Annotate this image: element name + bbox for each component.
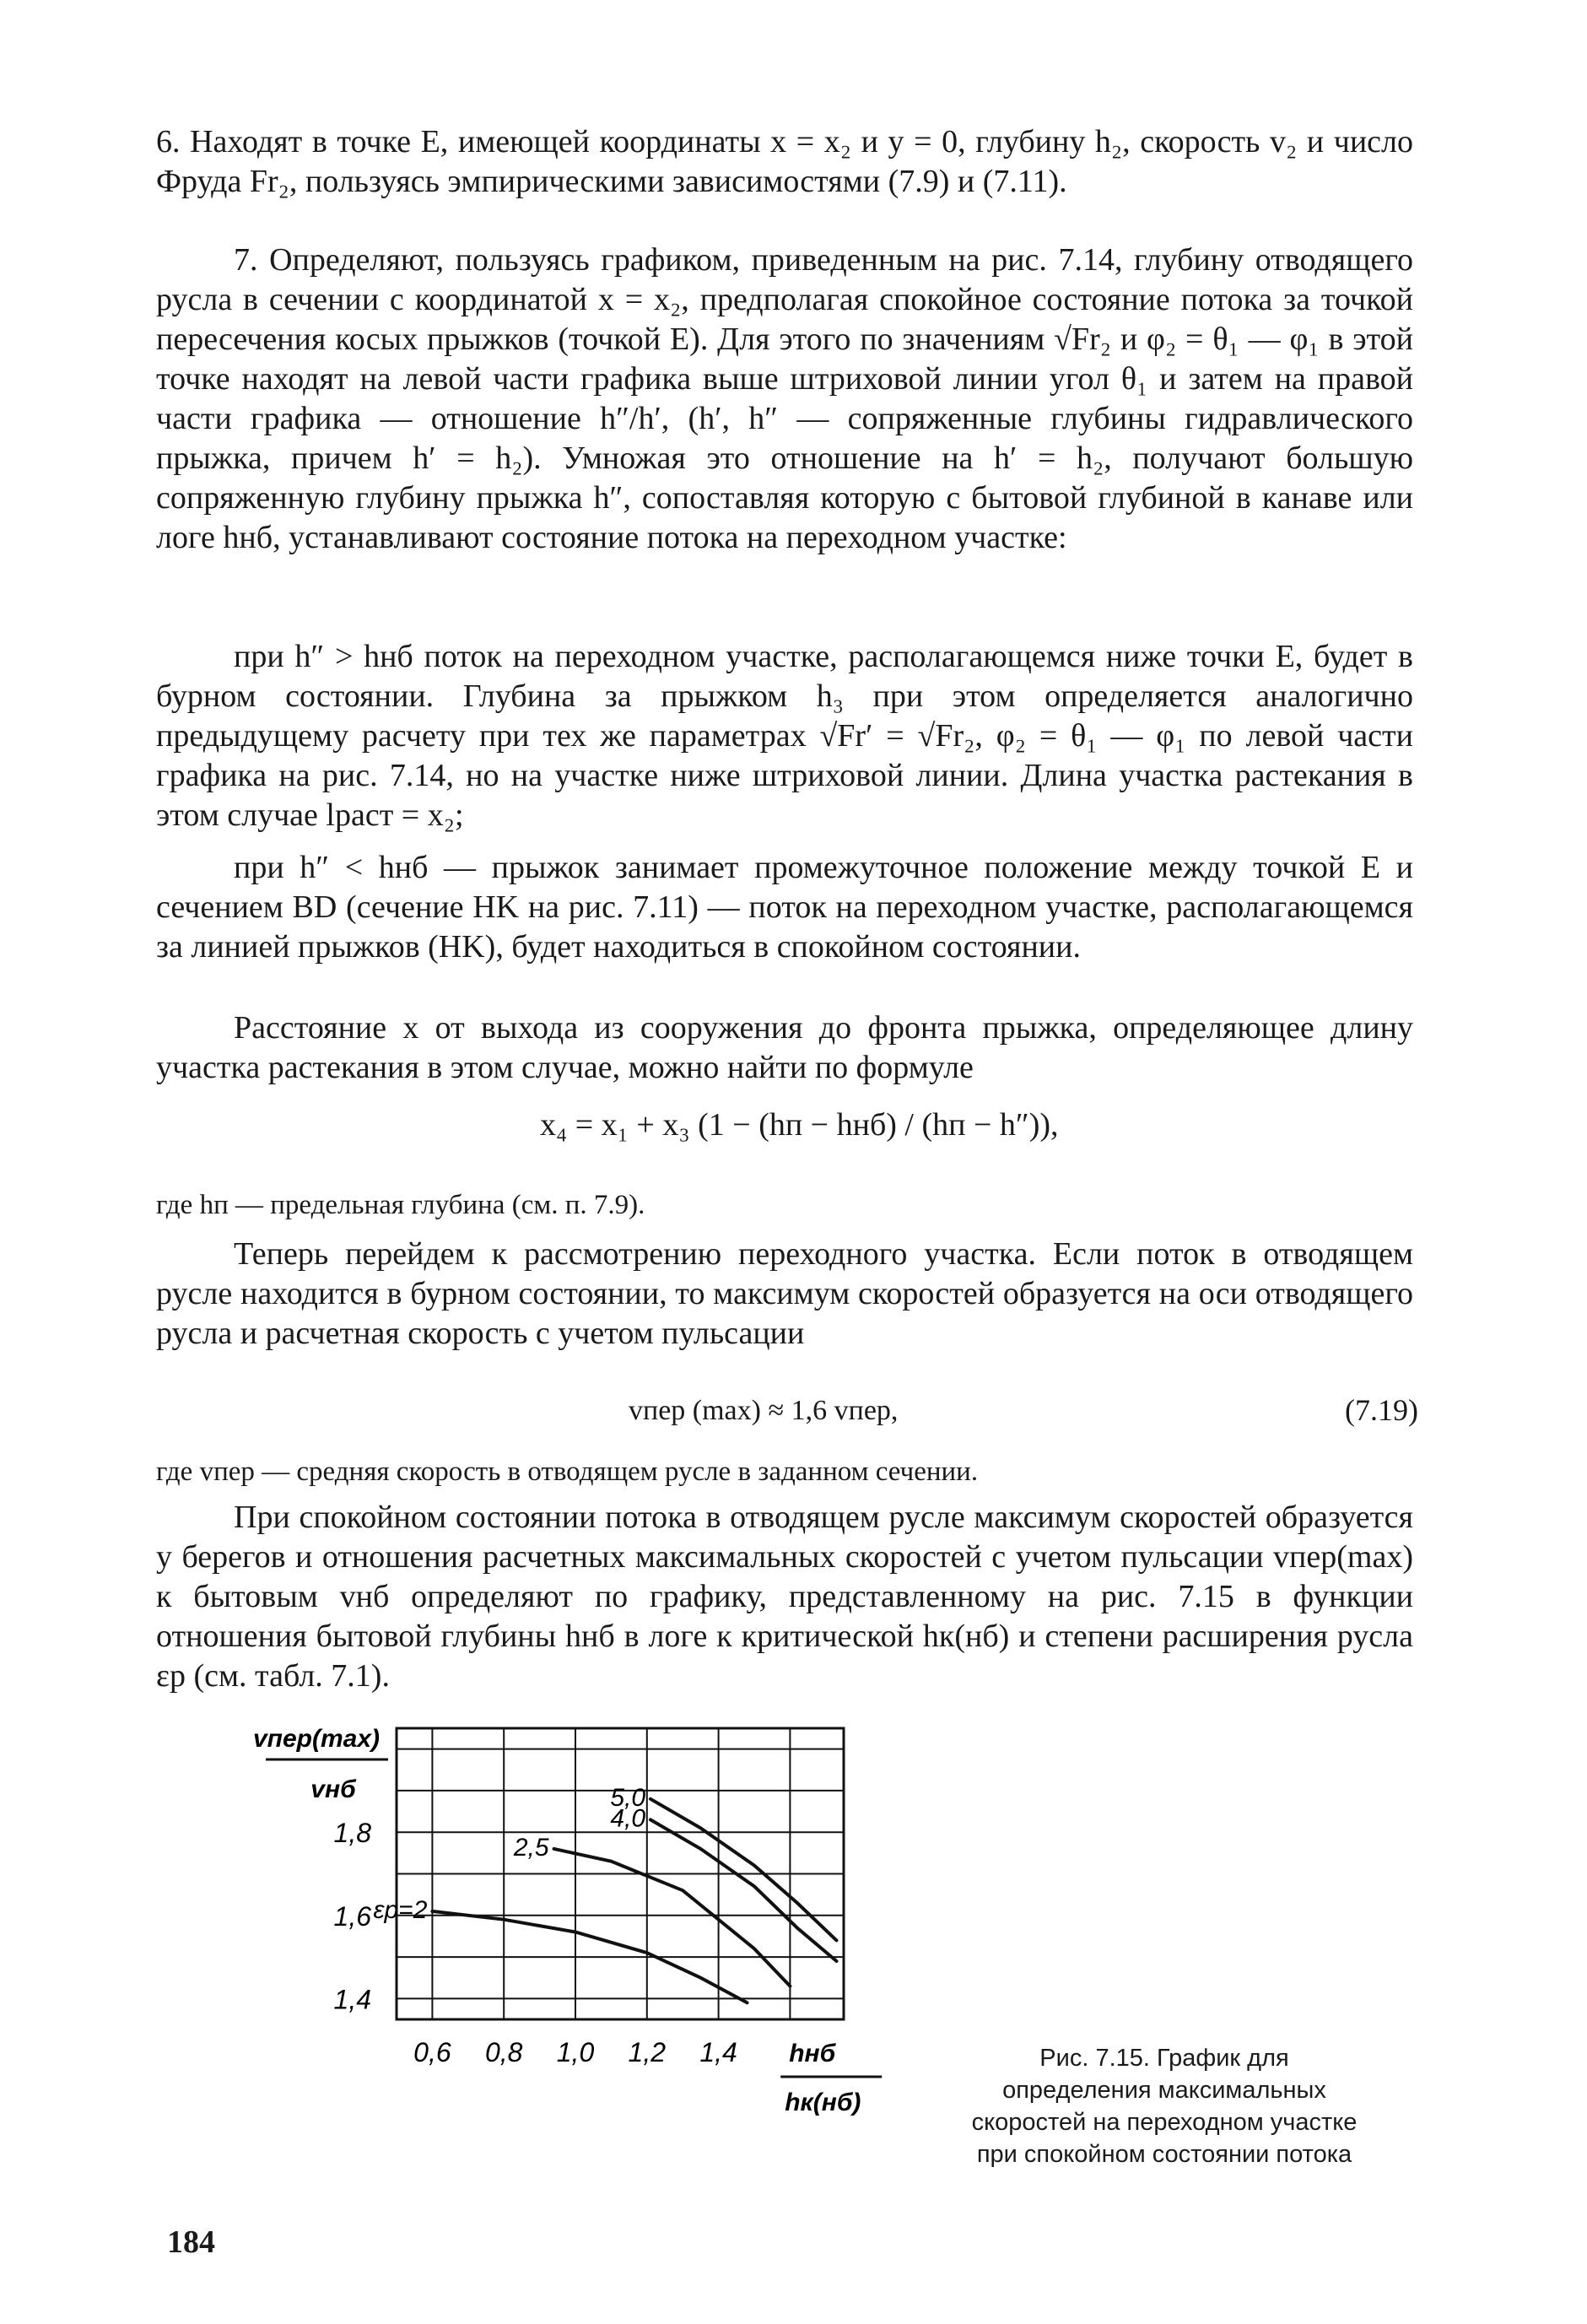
x-tick-label: 1,2 [628, 2037, 667, 2067]
paragraph-average-speed: где vпер — средняя скорость в отводящем русле в заданном сечении. [156, 1457, 979, 1487]
curve-label-0: 5,0 [610, 1783, 646, 1812]
curve-label-1: 4,0 [610, 1804, 646, 1833]
paragraph-step-6: 6. Находят в точке E, имеющей координаты x = x₂ и y = 0, глубину h₂, скорость v₂ и число Фруда Fr₂, пользуясь эмпирическими зависимостями (7.9) и (7.11). [156, 124, 1413, 199]
formula-7-19: vпер (max) ≈ 1,6 vпер, [629, 1395, 899, 1426]
figure-caption: Рис. 7.15. График для определения максимальных скоростей на переходном участке при спокойном состоянии потока [971, 2045, 1358, 2168]
y-tick-label: 1,8 [333, 1818, 371, 1849]
chart-labels [373, 1784, 645, 1924]
velocity-ratio-chart [253, 1721, 894, 2127]
equation-number: (7.19) [1345, 1393, 1418, 1427]
paragraph-calm-case: при h″ < hнб — прыжок занимает промежуточное положение между точкой E и сечением BD (сечение HK на рис. 7.11) — поток на переходном участке, располагающемся за линией прыжков (HK), будет находиться в спокойном состоянии. [156, 850, 1413, 965]
paragraph-distance: Расстояние x от выхода из сооружения до фронта прыжка, определяющее длину участка растекания в этом случае, можно найти по формуле [156, 1010, 1413, 1085]
x-tick-label: 0,8 [484, 2037, 523, 2067]
x-tick-label: 0,6 [413, 2037, 451, 2067]
chart-grid [397, 1728, 844, 2019]
curve-series-0 [650, 1799, 837, 1941]
y-tick-label: 1,6 [333, 1900, 371, 1932]
x-axis-label-denominator: hк(нб) [785, 2089, 861, 2116]
curve-label-3: εр=2 [373, 1895, 428, 1924]
paragraph-step-7: 7. Определяют, пользуясь графиком, приведенным на рис. 7.14, глубину отводящего русла в сечении с координатой x = x₂, предполагая спокойное состояние потока за точкой пересечения косых прыжков (точкой E). Для этого по значениям √Fr₂ и φ₂ = θ₁ — φ₁ в этой точке находят на левой части графика выше штриховой линии угол θ₁ и затем на правой части графика — отношение h″/h′, (h′, h″ — сопряженные глубины гидравлического прыжка, причем h′ = h₂). Умножая это отношение на h′ = h₂, получают большую сопряженную глубину прыжка h″, сопоставляя которую с бытовой глубиной в канаве или логе hнб, устанавливают состояние потока на переходном участке: [156, 242, 1413, 555]
paragraph-calm-state: При спокойном состоянии потока в отводящем русле максимум скоростей образуется у берегов и отношения расчетных максимальных скоростей с учетом пульсации vпер(max) к бытовым vнб определяют по графику, представленному на рис. 7.15 в функции отношения бытовой глубины hнб в логе к критической hк(нб) и степени расширения русла εр (см. табл. 7.1). [156, 1500, 1413, 1694]
page-number: 184 [167, 2224, 215, 2260]
y-axis-label-denominator: vнб [310, 1775, 356, 1803]
formula-x4: x₄ = x₁ + x₃ (1 − (hп − hнб) / (hп − h″)), [540, 1107, 1059, 1143]
x-tick-label: 1,4 [699, 2037, 737, 2067]
y-tick-label: 1,4 [333, 1984, 371, 2015]
paragraph-transition: Теперь перейдем к рассмотрению переходного участка. Если поток в отводящем русле находится в бурном состоянии, то максимум скоростей образуется на оси отводящего русла и расчетная скорость с учетом пульсации [156, 1236, 1413, 1351]
y-axis-label-numerator: vпер(max) [253, 1725, 381, 1753]
x-tick-label: 1,0 [556, 2037, 595, 2067]
paragraph-limit-depth: где hп — предельная глубина (см. п. 7.9). [156, 1190, 645, 1220]
paragraph-turbulent-case: при h″ > hнб поток на переходном участке, располагающемся ниже точки E, будет в бурном состоянии. Глубина за прыжком h₃ при этом определяется аналогично предыдущему расчету при тех же параметрах √Fr′ = √Fr₂, φ₂ = θ₁ — φ₁ по левой части графика на рис. 7.14, но на участке ниже штриховой линии. Длина участка растекания в этом случае lраст = x₂; [156, 639, 1413, 833]
curve-label-2: 2,5 [513, 1833, 549, 1862]
x-axis-label-numerator: hнб [789, 2040, 836, 2067]
